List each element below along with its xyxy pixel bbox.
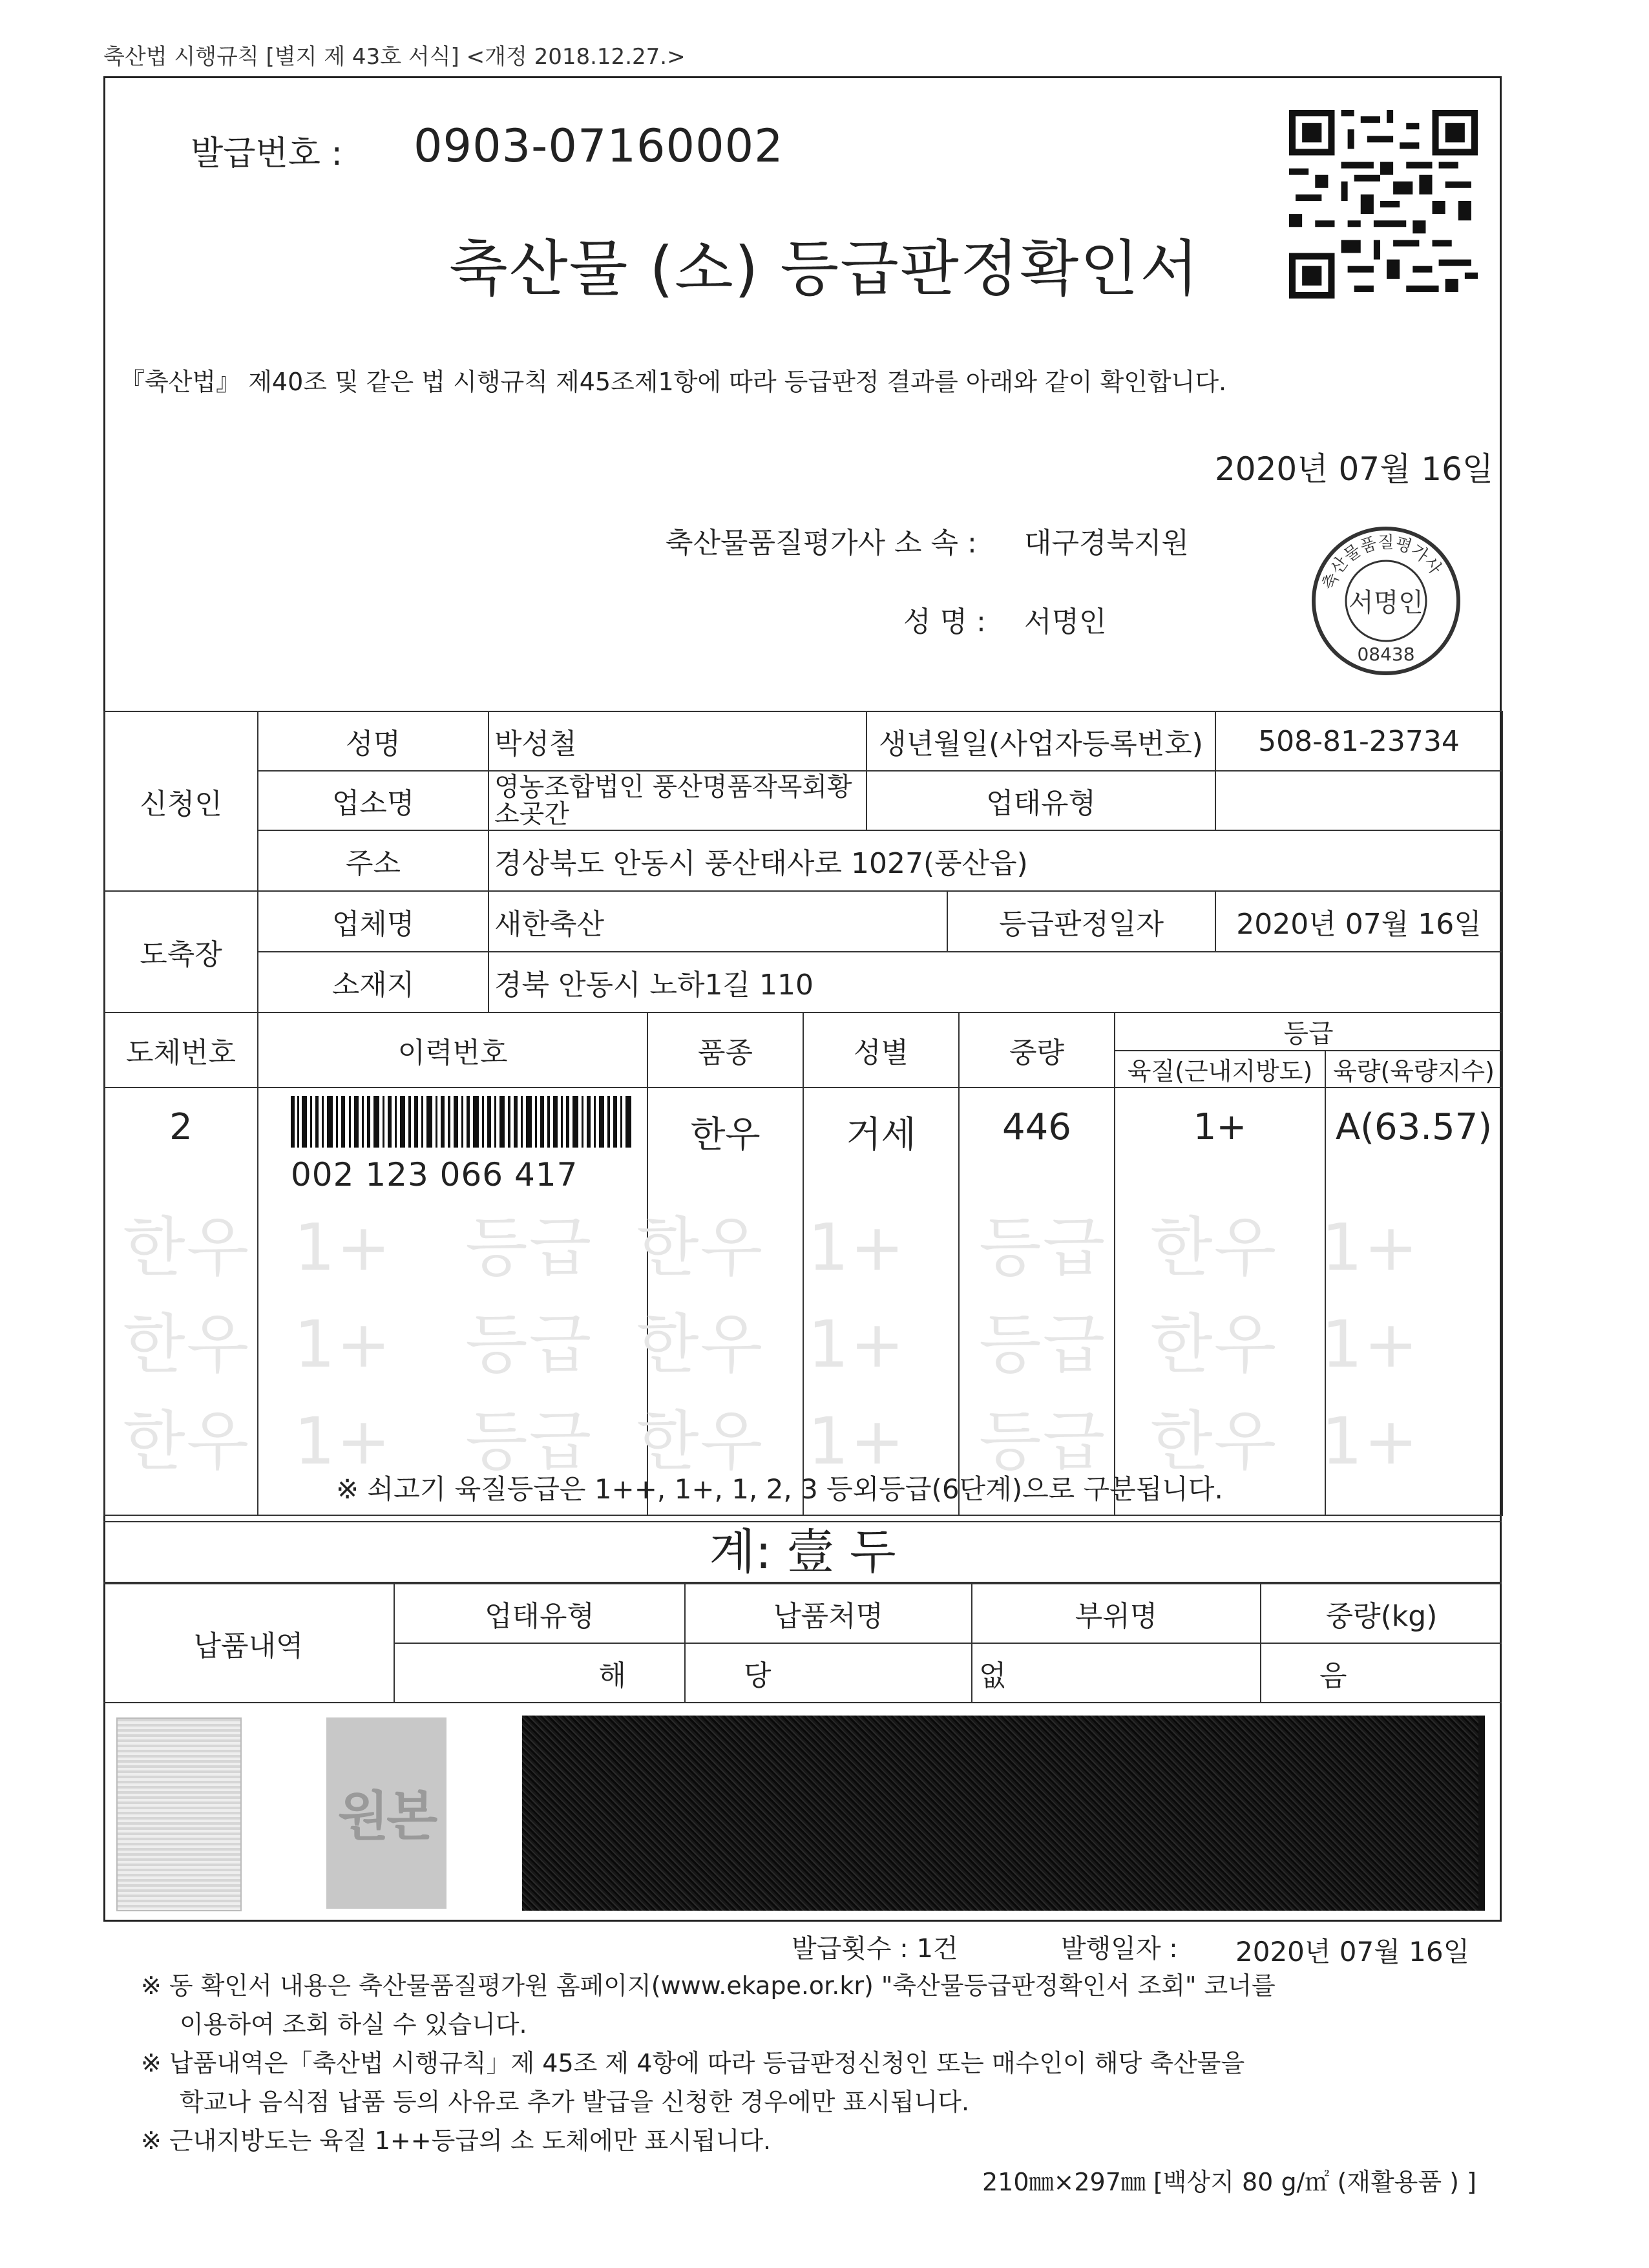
evaluator-name: 서명인 — [1024, 605, 1107, 638]
watermark-text: 1+ — [1321, 1403, 1420, 1473]
watermark-text: 등급 — [465, 1307, 593, 1382]
watermark-text: 한우 — [1150, 1403, 1278, 1473]
sex: 거세 — [803, 1087, 959, 1515]
weight-header: 중량 — [959, 1013, 1115, 1087]
trace-barcode — [291, 1096, 640, 1148]
yield-grade: A(63.57) — [1325, 1087, 1502, 1515]
sex-header: 성별 — [803, 1013, 959, 1087]
location-label: 소재지 — [258, 952, 488, 1013]
issue-number: 0903-07160002 — [414, 120, 784, 173]
publish-date: 2020년 07월 16일 — [1235, 1936, 1470, 1968]
delivery-value: 없 — [972, 1643, 1261, 1703]
company-label: 업체명 — [258, 891, 488, 952]
delivery-header: 부위명 — [972, 1584, 1261, 1643]
breed: 한우 — [647, 1087, 803, 1515]
watermark-text: 한우 — [636, 1403, 764, 1473]
watermark-text: 한우 — [123, 1210, 251, 1285]
watermark-text: 등급 — [979, 1307, 1107, 1382]
official-seal — [1308, 523, 1464, 678]
watermark-text: 1+ — [294, 1210, 392, 1285]
document-title: 축산물 (소) 등급판정확인서 — [449, 234, 1200, 304]
watermark-row — [123, 1195, 1493, 1288]
applicant-name: 박성철 — [488, 711, 867, 771]
address-label: 주소 — [258, 830, 488, 891]
delivery-header: 중량(kg) — [1261, 1584, 1502, 1643]
seal-center-text: 서명인 — [1349, 588, 1423, 618]
delivery-table — [103, 1583, 1502, 1703]
applicant-table — [103, 711, 1503, 892]
evaluator-affiliation: 대구경북지원 — [1024, 527, 1190, 560]
evaluator-name-label: 성 명 : — [903, 605, 986, 638]
company-name: 새한축산 — [488, 891, 947, 952]
grade-watermark — [103, 1150, 1502, 1473]
watermark-text: 등급 — [979, 1403, 1107, 1473]
carcass-no: 2 — [104, 1087, 258, 1515]
slaughterhouse-section-label: 도축장 — [104, 891, 258, 1013]
issue-date: 2020년 07월 16일 — [1215, 450, 1494, 488]
grade-header: 등급 — [1115, 1013, 1502, 1051]
watermark-text: 한우 — [1150, 1210, 1278, 1285]
delivery-header: 업태유형 — [394, 1584, 685, 1643]
applicant-section-label: 신청인 — [104, 711, 258, 891]
watermark-text: 한우 — [1150, 1307, 1278, 1382]
footer-note-1a: ※ 동 확인서 내용은 축산물품질평가원 홈페이지(www.ekape.or.kr) "축산물등급판정확인서 조회" 코너를 — [141, 1971, 1276, 2000]
original-stamp: 원본 — [337, 1786, 436, 1847]
business-type — [1215, 771, 1502, 830]
applicant-name-label: 성명 — [258, 711, 488, 771]
watermark-text: 1+ — [1321, 1307, 1420, 1382]
delivery-section-label: 납품내역 — [103, 1584, 394, 1703]
intro-text: 『축산법』 제40조 및 같은 법 시행규칙 제45조제1항에 따라 등급판정 결과를 아래와 같이 확인합니다. — [120, 368, 1227, 396]
grading-date-label: 등급판정일자 — [947, 891, 1215, 952]
birth-value: 508-81-23734 — [1215, 711, 1502, 771]
footer-note-2a: ※ 납품내역은「축산법 시행규칙」제 45조 제 4항에 따라 등급판정신청인 또는 매수인이 해당 축산물을 — [141, 2049, 1245, 2077]
grading-date: 2020년 07월 16일 — [1215, 891, 1502, 952]
watermark-text: 1+ — [808, 1403, 906, 1473]
security-pattern — [116, 1717, 242, 1911]
delivery-value: 음 — [1261, 1643, 1502, 1703]
issue-number-label: 발급번호 : — [191, 134, 342, 173]
watermark-row — [123, 1389, 1493, 1473]
security-noise-pattern — [522, 1716, 1485, 1911]
watermark-text: 등급 — [465, 1210, 593, 1285]
footer-note-1b: 이용하여 조회 하실 수 있습니다. — [180, 2010, 527, 2039]
delivery-header: 납품처명 — [685, 1584, 972, 1643]
watermark-text: 한우 — [123, 1307, 251, 1382]
watermark-text: 등급 — [979, 1210, 1107, 1285]
delivery-value: 해 — [394, 1643, 685, 1703]
weight: 446 — [959, 1087, 1115, 1515]
footer-note-2b: 학교나 음식점 납품 등의 사유로 추가 발급을 신청한 경우에만 표시됩니다. — [180, 2088, 970, 2116]
delivery-value: 당 — [685, 1643, 972, 1703]
watermark-text: 한우 — [636, 1307, 764, 1382]
birth-label: 생년월일(사업자등록번호) — [867, 711, 1215, 771]
form-note: 축산법 시행규칙 [별지 제 43호 서식] <개정 2018.12.27.> — [103, 44, 686, 70]
breed-header: 품종 — [647, 1013, 803, 1087]
watermark-text: 한우 — [123, 1403, 251, 1473]
trace-number: 002 123 066 417 — [291, 1156, 578, 1193]
trace-no-header: 이력번호 — [258, 1013, 647, 1087]
watermark-text: 등급 — [465, 1403, 593, 1473]
issue-count: 발급횟수 : 1건 — [792, 1934, 958, 1964]
evaluator-affiliation-label: 축산물품질평가사 소 속 : — [666, 527, 977, 560]
yield-header: 육량(육량지수) — [1325, 1051, 1502, 1087]
business-name-label: 업소명 — [258, 771, 488, 830]
business-type-label: 업태유형 — [867, 771, 1215, 830]
paper-spec: 210㎜×297㎜ [백상지 80 g/㎡ (재활용품 ) ] — [982, 2168, 1476, 2196]
grade-note: ※ 쇠고기 육질등급은 1++, 1+, 1, 2, 3 등외등급(6단계)으로 구분됩니다. — [336, 1473, 1223, 1505]
location: 경북 안동시 노하1길 110 — [488, 952, 1502, 1013]
address: 경상북도 안동시 풍산태사로 1027(풍산읍) — [488, 830, 1502, 891]
watermark-text: 1+ — [294, 1403, 392, 1473]
slaughterhouse-table — [103, 890, 1503, 1013]
watermark-text: 1+ — [294, 1307, 392, 1382]
total-count: 계: 壹 두 — [103, 1521, 1502, 1583]
carcass-no-header: 도체번호 — [104, 1013, 258, 1087]
footer-note-3: ※ 근내지방도는 육질 1++등급의 소 도체에만 표시됩니다. — [141, 2126, 772, 2155]
business-name: 영농조합법인 풍산명품작목회황소곳간 — [488, 771, 867, 830]
watermark-text: 한우 — [636, 1210, 764, 1285]
original-stamp-box — [326, 1717, 446, 1909]
meat-quality-grade: 1+ — [1115, 1087, 1325, 1515]
watermark-text: 1+ — [808, 1307, 906, 1382]
seal-top-text: 축산물품질평가사 — [1319, 533, 1445, 593]
publish-date-label: 발행일자 : — [1061, 1934, 1178, 1964]
meat-quality-header: 육질(근내지방도) — [1115, 1051, 1325, 1087]
watermark-text: 1+ — [808, 1210, 906, 1285]
watermark-text: 1+ — [1321, 1210, 1420, 1285]
watermark-row — [123, 1292, 1493, 1385]
seal-bottom-text: 08438 — [1357, 644, 1415, 665]
